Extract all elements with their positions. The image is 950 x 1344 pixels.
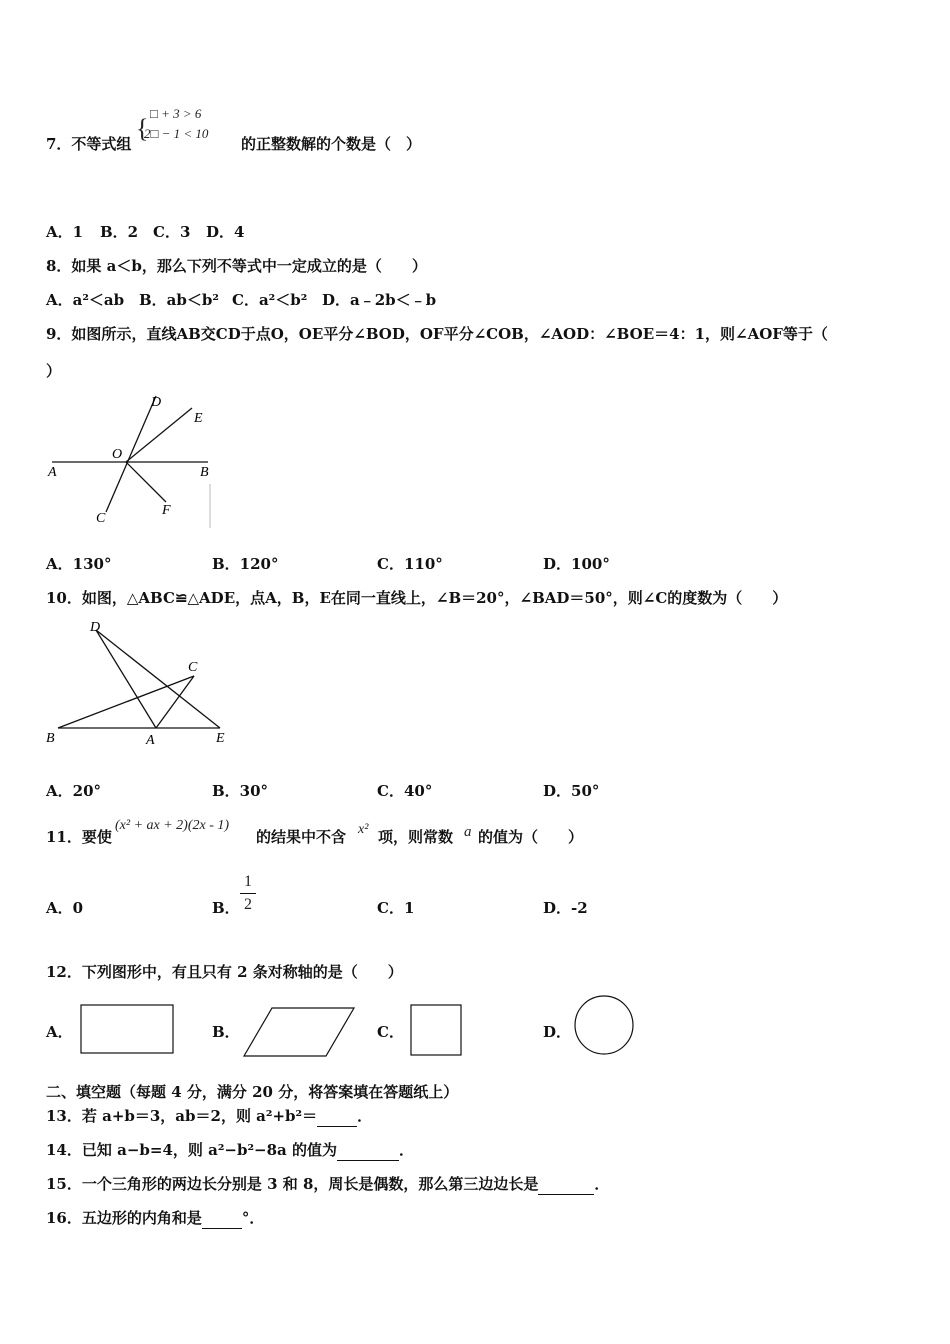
q7-suffix: 的正整数解的个数是（ ） (241, 135, 422, 153)
q11-constant: a (464, 824, 472, 840)
q13-text: 13．若 a+b＝3，ab＝2，则 a²+b²＝ (46, 1107, 318, 1125)
q12-option-a: A． (46, 1023, 73, 1041)
q15 (46, 1174, 609, 1195)
parallelogram-shape (242, 1006, 356, 1058)
q11-mid: 的结果中不含 (256, 828, 347, 846)
left-brace-icon: { (136, 114, 149, 143)
rectangle-shape (80, 1004, 176, 1056)
q12-option-c: C． (377, 1023, 404, 1041)
q7-option-d: D．4 (206, 223, 245, 241)
q13-end: ． (357, 1107, 373, 1125)
q16 (46, 1208, 264, 1229)
q11-prefix: 11．要使 (46, 828, 112, 846)
label-e: E (194, 411, 203, 426)
q9-figure (40, 388, 220, 530)
q7-system-line-2: 2□ − 1 < 10 (144, 126, 209, 141)
q10-option-b: B．30° (212, 782, 269, 800)
q16-text: 16．五边形的内角和是 (46, 1209, 202, 1227)
ray-of (126, 462, 166, 502)
label-o: O (112, 447, 123, 462)
label-c: C (188, 660, 198, 675)
q9-option-b: B．120° (212, 555, 279, 573)
q7-inequality-system (136, 104, 236, 148)
q7-system-line-1: □ + 3 > 6 (150, 106, 202, 121)
q9-option-a: A．130° (46, 555, 112, 573)
q16-answer-blank[interactable] (202, 1208, 242, 1229)
q10-figure (40, 614, 240, 750)
q13 (46, 1106, 372, 1127)
q7-option-a: A．1 (46, 223, 84, 241)
fraction-bar (240, 893, 256, 894)
q16-end: °． (241, 1209, 265, 1227)
q12-stem: 12．下列图形中，有且只有 2 条对称轴的是（ ） (46, 963, 403, 981)
q7-option-b: B．2 (100, 223, 139, 241)
q8-option-b: B．ab＜b² (139, 291, 219, 309)
segment-bc (58, 676, 194, 728)
q14-answer-blank[interactable] (337, 1140, 399, 1161)
q11-option-a: A．0 (46, 899, 84, 917)
q15-answer-blank[interactable] (538, 1174, 594, 1195)
q10-option-d: D．50° (543, 782, 600, 800)
q14 (46, 1140, 414, 1161)
q9-stem-continued: ） (46, 362, 62, 380)
fraction-denominator: 2 (244, 896, 252, 913)
segment-da (96, 630, 156, 728)
q11-fraction (240, 872, 256, 915)
q10-stem: 10．如图，△ABC≌△ADE，点A，B，E在同一直线上，∠B＝20°，∠BAD＝50°，则∠C的度数为（ ） (46, 589, 788, 607)
label-e: E (216, 731, 225, 746)
q12-option-b: B． (212, 1023, 240, 1041)
q11-suffix: 的值为（ ） (478, 828, 584, 846)
q14-text: 14．已知 a−b=4，则 a²−b²−8a 的值为 (46, 1141, 337, 1159)
q14-end: ． (398, 1141, 414, 1159)
q13-answer-blank[interactable] (317, 1106, 357, 1127)
q9-option-c: C．110° (377, 555, 443, 573)
q7-option-c: C．3 (153, 223, 191, 241)
label-a: A (146, 733, 155, 748)
q8-stem: 8．如果 a＜b，那么下列不等式中一定成立的是（ ） (46, 257, 427, 275)
q11-option-d: D．-2 (543, 899, 588, 917)
q10-option-a: A．20° (46, 782, 102, 800)
label-f: F (162, 503, 171, 518)
q7-prefix: 7．不等式组 (46, 135, 132, 153)
label-b: B (46, 731, 55, 746)
fraction-numerator: 1 (244, 873, 252, 890)
section-2-title: 二、填空题（每题 4 分，满分 20 分，将答案填在答题纸上） (46, 1083, 459, 1101)
segment-de (96, 630, 220, 728)
label-b: B (200, 465, 209, 480)
q15-text: 15．一个三角形的两边长分别是 3 和 8，周长是偶数，那么第三边边长是 (46, 1175, 539, 1193)
q11-expression: (x² + ax + 2)(2x - 1) (115, 818, 230, 833)
q9-option-d: D．100° (543, 555, 610, 573)
q12-option-d: D． (543, 1023, 572, 1041)
label-d: D (151, 395, 162, 410)
q11-option-b: B． (212, 899, 240, 917)
q11-term: x² (358, 822, 369, 837)
q10-option-c: C．40° (377, 782, 433, 800)
q9-stem: 9．如图所示，直线AB交CD于点O，OE平分∠BOD，OF平分∠COB，∠AOD：∠BOE＝4：1，则∠AOF等于（ (46, 325, 828, 343)
q15-end: ． (594, 1175, 610, 1193)
label-c: C (96, 511, 106, 526)
label-a: A (48, 465, 57, 480)
q11-mid2: 项，则常数 (378, 828, 454, 846)
q8-option-d: D．a﹣2b＜﹣b (322, 291, 437, 309)
q11-option-c: C．1 (377, 899, 415, 917)
label-d: D (90, 620, 101, 635)
q8-option-c: C．a²＜b² (232, 291, 308, 309)
circle-shape (573, 994, 635, 1056)
q8-option-a: A．a²＜ab (46, 291, 125, 309)
ray-oe (126, 408, 192, 462)
square-shape (410, 1004, 464, 1058)
